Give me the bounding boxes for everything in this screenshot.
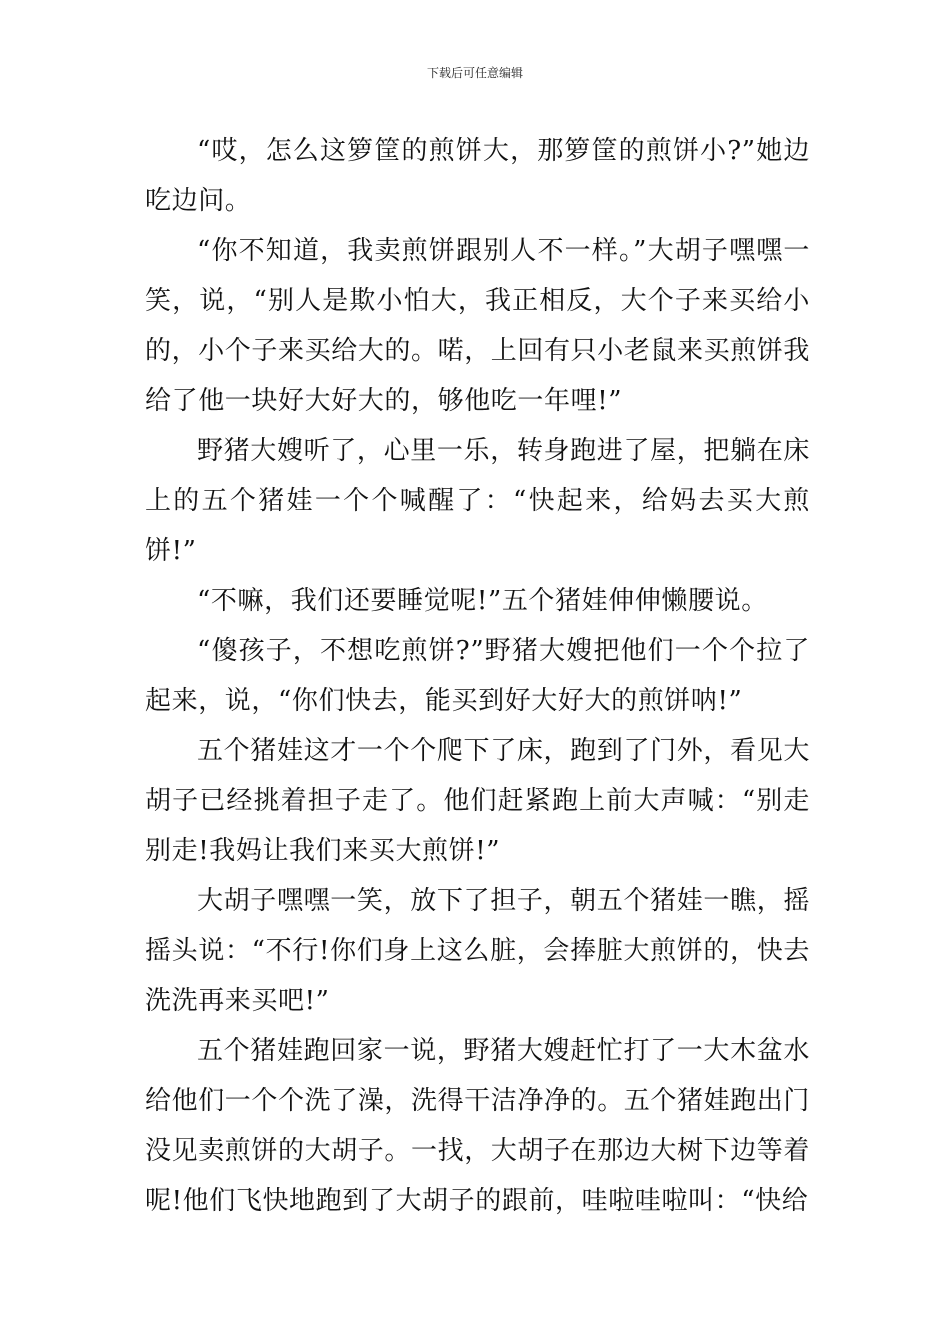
paragraph-6: 五个猪娃这才一个个爬下了床，跑到了门外，看见大胡子已经挑着担子走了。他们赶紧跑上前大声喊：“别走别走!我妈让我们来买大煎饼!” xyxy=(145,736,810,866)
paragraph-2: “你不知道，我卖煎饼跟别人不一样。”大胡子嘿嘿一笑，说，“别人是欺小怕大，我正相反，大个子来买给小的，小个子来买给大的。喏，上回有只小老鼠来买煎饼我给了他一块好大好大的，够他吃一年哩!” xyxy=(145,236,811,416)
page-header: 下载后可任意编辑 xyxy=(426,66,523,80)
paragraph-1: “哎，怎么这箩筐的煎饼大，那箩筐的煎饼小?”她边吃边问。 xyxy=(145,136,810,216)
paragraph-4: “不嘛，我们还要睡觉呢!”五个猪娃伸伸懒腰说。 xyxy=(197,586,768,616)
paragraph-8: 五个猪娃跑回家一说，野猪大嫂赶忙打了一大木盆水给他们一个个洗了澡，洗得干洁净净的。五个猪娃跑出门没见卖煎饼的大胡子。一找，大胡子在那边大树下边等着呢!他们飞快地跑到了大胡子的跟前，哇啦哇啦叫：“快给 xyxy=(145,1036,811,1216)
paragraph-5: “傻孩子，不想吃煎饼?”野猪大嫂把他们一个个拉了起来，说，“你们快去，能买到好大好大的煎饼呐!” xyxy=(145,636,810,716)
paragraph-3: 野猪大嫂听了，心里一乐，转身跑进了屋，把躺在床上的五个猪娃一个个喊醒了：“快起来，给妈去买大煎饼!” xyxy=(145,436,810,566)
document-body xyxy=(145,126,810,1226)
paragraph-7: 大胡子嘿嘿一笑，放下了担子，朝五个猪娃一瞧，摇摇头说：“不行!你们身上这么脏，会捧脏大煎饼的，快去洗洗再来买吧!” xyxy=(145,886,810,1016)
